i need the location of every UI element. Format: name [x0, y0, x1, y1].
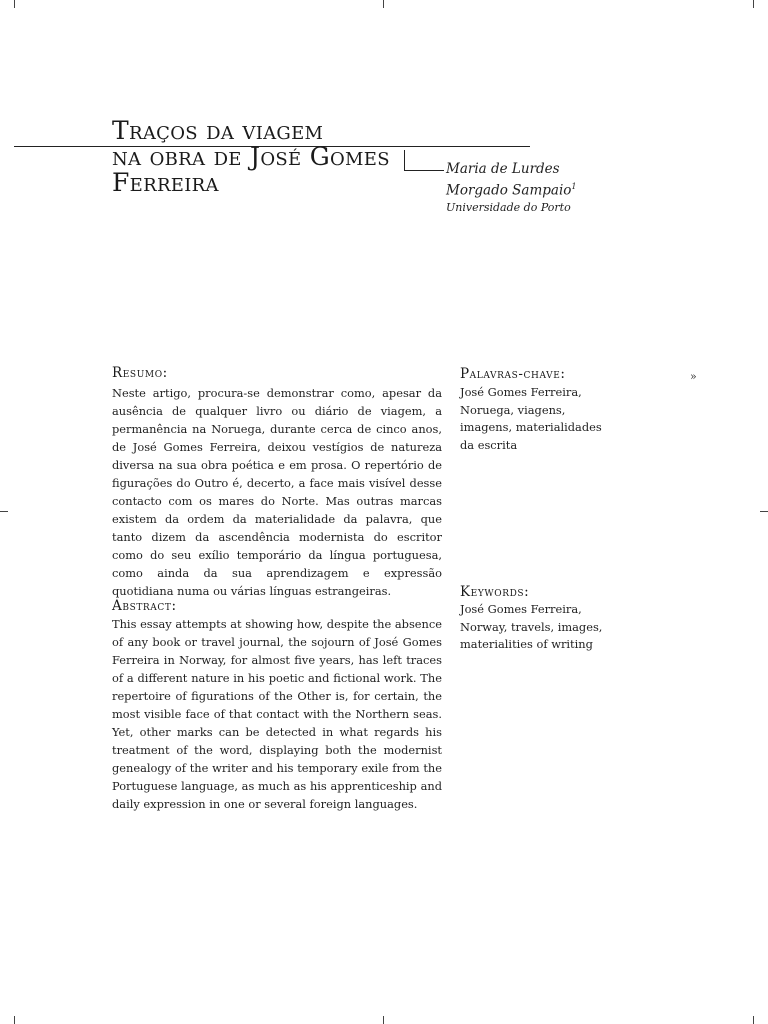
- title-line: Ferreira: [112, 168, 219, 197]
- title-line: Traços da viagem: [112, 116, 324, 145]
- keyword-line: imagens, materialidades: [460, 420, 602, 434]
- keyword-line: José Gomes Ferreira,: [460, 602, 582, 616]
- palavras-chave-list: [460, 384, 660, 454]
- crop-mark: [753, 0, 754, 8]
- crop-mark: [0, 511, 8, 512]
- resumo-text: Neste artigo, procura-se demonstrar como, apesar da ausência de qualquer livro ou diário de viagem, a permanência na Noruega, durante cerca de cinco anos, de José Gomes Ferreira, deixou vestígios de natureza diversa na sua obra poética e em prosa. O repertório de figurações do Outro é, decerto, a face mais visível desse contacto com os mares do Norte. Mas outras marcas existem da ordem da materialidade da palavra, que tanto dizem da ascendência modernista do escritor como do seu exílio temporário da língua portuguesa, como ainda da sua aprendizagem e expressão quotidiana numa ou várias línguas estrangeiras.: [112, 386, 442, 598]
- keyword-line: Noruega, viagens,: [460, 402, 566, 417]
- crop-mark: [14, 0, 15, 8]
- abstract-heading: Abstract:: [112, 598, 177, 614]
- palavras-chave-heading: Palavras-chave:: [460, 366, 566, 382]
- author-bracket: [404, 150, 405, 170]
- abstract-text: This essay attempts at showing how, despite the absence of any book or travel journal, the sojourn of José Gomes Ferreira in Norway, for almost five years, has left traces of a different nature in his poetic and fictional work. The repertoire of figurations of the Other is, for certain, the most visible face of that contact with the Northern seas. Yet, other marks can be detected in what regards his treatment of the word, displaying both the modernist genealogy of the writer and his temporary exile from the Portuguese language, as much as his apprenticeship and daily expression in one or several foreign languages.: [112, 617, 442, 811]
- author-name-line2: [446, 178, 646, 200]
- author-bracket-line: [404, 170, 444, 171]
- crop-mark: [753, 1016, 754, 1024]
- keywords-heading: Keywords:: [460, 584, 530, 600]
- keyword-line: Norway, travels, images,: [460, 619, 603, 634]
- article-title: [112, 118, 412, 196]
- keyword-line: da escrita: [460, 437, 518, 452]
- keywords-list: [460, 601, 660, 654]
- author-block: [446, 160, 646, 215]
- author-footnote-ref[interactable]: 1: [571, 182, 577, 191]
- keyword-line: materialities of writing: [460, 637, 593, 651]
- keyword-line: José Gomes Ferreira,: [460, 385, 582, 399]
- author-surname: Morgado Sampaio: [446, 182, 572, 199]
- author-affiliation: Universidade do Porto: [446, 200, 571, 214]
- crop-mark: [383, 1016, 384, 1024]
- title-line: na obra de José Gomes: [112, 142, 390, 171]
- continue-marker: »: [690, 370, 698, 383]
- crop-mark: [383, 0, 384, 8]
- crop-mark: [760, 511, 768, 512]
- author-name-line1: Maria de Lurdes: [446, 161, 560, 177]
- crop-mark: [14, 1016, 15, 1024]
- resumo-heading: Resumo:: [112, 365, 168, 381]
